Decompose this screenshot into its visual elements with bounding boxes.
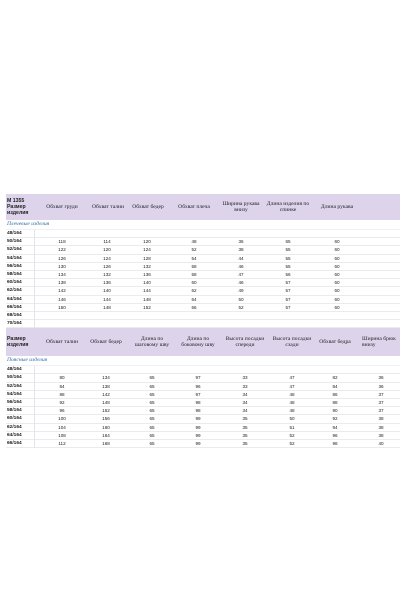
value-cell: 65 — [285, 239, 291, 245]
value-cell: 142 — [58, 288, 66, 294]
size-cell: 62/164 — [7, 424, 22, 430]
size-cell: 52/164 — [7, 247, 22, 253]
value-cell: 60 — [191, 280, 197, 286]
value-cell: 57 — [285, 304, 291, 310]
column-header: Обхват талии — [91, 203, 125, 210]
value-cell: 52 — [238, 304, 244, 310]
value-cell — [276, 312, 300, 319]
value-cell: 55 — [285, 255, 291, 261]
value-cell — [135, 312, 159, 319]
value-cell — [276, 230, 300, 237]
value-cell: 48 — [191, 239, 197, 245]
column-header: Ширина брюк внизу — [362, 335, 396, 349]
size-cell: 58/164 — [7, 408, 22, 414]
value-cell: 98 — [195, 400, 201, 405]
value-cell: 88 — [59, 391, 65, 397]
value-cell: 136 — [143, 271, 151, 277]
value-cell: 96 — [59, 408, 65, 414]
size-cell: 52/164 — [7, 383, 22, 389]
value-cell: 48 — [289, 391, 295, 397]
value-cell: 47 — [238, 271, 244, 277]
value-cell — [323, 366, 347, 373]
size-cell: 66/164 — [7, 304, 22, 310]
size-cell: 50/164 — [7, 375, 22, 381]
value-cell: 40 — [378, 440, 384, 446]
size-chart-sheet — [6, 194, 400, 448]
value-cell: 60 — [334, 280, 340, 286]
value-cell: 122 — [58, 247, 66, 253]
value-cell: 48 — [289, 408, 295, 414]
size-cell: 66/164 — [7, 440, 22, 446]
value-cell — [280, 366, 304, 373]
value-cell: 80 — [59, 375, 65, 381]
value-cell: 160 — [102, 424, 110, 430]
value-cell: 99 — [195, 440, 201, 446]
value-cell — [94, 366, 118, 373]
column-header: Высота посадки сзади — [272, 335, 312, 349]
table-header — [6, 328, 400, 356]
value-cell: 34 — [242, 408, 248, 414]
value-cell: 134 — [102, 375, 110, 381]
value-cell: 65 — [149, 432, 155, 438]
size-cell: 54/164 — [7, 391, 22, 397]
value-cell: 37 — [378, 400, 384, 405]
value-cell: 64 — [191, 296, 197, 302]
table-row — [6, 383, 400, 391]
column-header: Длина рукава — [320, 203, 354, 210]
value-cell — [50, 312, 74, 319]
value-cell: 52 — [289, 432, 295, 438]
size-cell: 64/164 — [7, 296, 22, 302]
value-cell: 36 — [378, 375, 384, 381]
table-row — [6, 432, 400, 440]
value-cell: 136 — [103, 280, 111, 286]
value-cell: 35 — [242, 424, 248, 430]
size-cell: 54/164 — [7, 255, 22, 261]
value-cell: 150 — [58, 304, 66, 310]
value-cell: 35 — [242, 416, 248, 422]
value-cell: 146 — [58, 296, 66, 302]
table-row — [6, 391, 400, 399]
value-cell — [182, 230, 206, 237]
value-cell: 62 — [191, 288, 197, 294]
value-cell: 65 — [149, 391, 155, 397]
value-cell: 51 — [289, 424, 295, 430]
table-row — [6, 304, 400, 312]
value-cell: 60 — [334, 288, 340, 294]
value-cell: 58 — [191, 263, 197, 269]
value-cell: 88 — [332, 400, 338, 405]
value-cell: 126 — [103, 263, 111, 269]
table-row — [6, 263, 400, 271]
value-cell: 60 — [334, 247, 340, 253]
value-cell — [135, 320, 159, 327]
value-cell — [95, 312, 119, 319]
value-cell: 168 — [102, 440, 110, 446]
value-cell: 120 — [103, 247, 111, 253]
column-header: Длина изделия по спинке — [266, 200, 310, 213]
column-header: Ширина рукава внизу — [222, 200, 260, 213]
table-row — [6, 255, 400, 263]
value-cell: 114 — [103, 239, 111, 245]
value-cell: 38 — [378, 416, 384, 422]
value-cell: 140 — [103, 288, 111, 294]
size-cell: 48/164 — [7, 367, 22, 373]
table-row — [6, 415, 400, 423]
value-cell: 50 — [238, 296, 244, 302]
table-header — [6, 194, 400, 220]
value-cell — [135, 230, 159, 237]
value-cell: 36 — [378, 383, 384, 389]
value-cell: 60 — [334, 304, 340, 310]
size-cell: 48/164 — [7, 231, 22, 236]
value-cell: 138 — [102, 383, 110, 389]
table-row — [6, 238, 400, 246]
value-cell: 35 — [242, 440, 248, 446]
table-row — [6, 440, 400, 448]
table-row — [6, 279, 400, 287]
table-row — [6, 366, 400, 374]
value-cell: 57 — [285, 296, 291, 302]
size-table-tops — [6, 194, 400, 328]
value-cell — [369, 366, 393, 373]
value-cell: 65 — [149, 424, 155, 430]
value-cell: 60 — [334, 271, 340, 277]
value-cell: 65 — [149, 440, 155, 446]
value-cell: 120 — [143, 239, 151, 245]
value-cell: 65 — [149, 383, 155, 389]
table-row — [6, 271, 400, 279]
size-cell: 56/164 — [7, 263, 22, 269]
value-cell — [229, 320, 253, 327]
table-row — [6, 230, 400, 238]
column-header: Высота посадки спереди — [225, 335, 265, 349]
value-cell: 33 — [242, 383, 248, 389]
value-cell: 34 — [242, 391, 248, 397]
value-cell: 164 — [102, 432, 110, 438]
value-cell — [182, 312, 206, 319]
column-header: Обхват бедер — [132, 203, 164, 210]
value-cell: 130 — [58, 263, 66, 269]
value-cell: 65 — [149, 416, 155, 422]
value-cell: 56 — [285, 271, 291, 277]
column-header: Обхват груди — [46, 203, 78, 210]
value-cell: 82 — [332, 375, 338, 381]
value-cell: 34 — [242, 400, 248, 405]
column-header: Обхват бедер — [90, 339, 122, 346]
table-body — [6, 230, 400, 328]
column-header: Обхват талии — [45, 339, 79, 346]
section-label: Поясные изделия — [6, 356, 400, 366]
value-cell: 47 — [289, 383, 295, 389]
value-cell: 37 — [378, 391, 384, 397]
value-cell: 37 — [378, 408, 384, 414]
value-cell: 156 — [102, 416, 110, 422]
value-cell — [276, 320, 300, 327]
value-cell — [50, 320, 74, 327]
value-cell: 144 — [103, 296, 111, 302]
value-cell: 55 — [285, 247, 291, 253]
value-cell: 148 — [102, 400, 110, 405]
table-row — [6, 399, 400, 407]
value-cell: 132 — [143, 263, 151, 269]
value-cell: 108 — [58, 432, 66, 438]
value-cell: 148 — [103, 304, 111, 310]
value-cell: 60 — [334, 255, 340, 261]
value-cell: 58 — [191, 271, 197, 277]
value-cell: 118 — [58, 239, 66, 245]
column-header: Длина по шаговому шву — [134, 335, 170, 349]
value-cell: 98 — [332, 440, 338, 446]
value-cell — [50, 230, 74, 237]
value-cell: 60 — [334, 239, 340, 245]
value-cell: 36 — [238, 239, 244, 245]
column-header: Обхват бедра — [319, 339, 351, 346]
size-cell: 60/164 — [7, 416, 22, 422]
value-cell: 65 — [149, 375, 155, 381]
value-cell: 99 — [195, 432, 201, 438]
value-cell: 57 — [285, 280, 291, 286]
value-cell: 90 — [332, 408, 338, 414]
value-cell: 33 — [242, 375, 248, 381]
value-cell: 50 — [289, 416, 295, 422]
value-cell: 128 — [143, 255, 151, 261]
size-cell: 64/164 — [7, 432, 22, 438]
value-cell: 134 — [58, 271, 66, 277]
value-cell: 140 — [143, 280, 151, 286]
size-cell: 58/164 — [7, 271, 22, 277]
size-column-header: Размер изделия — [7, 204, 29, 216]
value-cell — [186, 366, 210, 373]
column-header: Обхват плеча — [178, 203, 210, 210]
size-cell: 50/164 — [7, 239, 22, 245]
table-row — [6, 424, 400, 432]
value-cell — [50, 366, 74, 373]
value-cell: 94 — [332, 424, 338, 430]
value-cell — [325, 320, 349, 327]
value-cell: 47 — [289, 375, 295, 381]
value-cell: 126 — [58, 255, 66, 261]
value-cell: 97 — [195, 391, 201, 397]
value-cell: 97 — [195, 375, 201, 381]
value-cell: 84 — [332, 383, 338, 389]
value-cell: 55 — [285, 263, 291, 269]
value-cell: 98 — [195, 408, 201, 414]
value-cell: 46 — [238, 263, 244, 269]
table-row — [6, 320, 400, 328]
value-cell: 52 — [289, 440, 295, 446]
value-cell: 38 — [238, 247, 244, 253]
size-cell: 62/164 — [7, 288, 22, 294]
value-cell: 65 — [149, 400, 155, 405]
model-label: М 1355 — [7, 198, 25, 204]
value-cell: 52 — [191, 247, 197, 253]
value-cell — [140, 366, 164, 373]
value-cell — [325, 230, 349, 237]
section-label: Плечевые изделия — [6, 220, 400, 230]
table-row — [6, 287, 400, 295]
value-cell: 148 — [143, 296, 151, 302]
value-cell: 112 — [58, 440, 66, 446]
value-cell: 66 — [191, 304, 197, 310]
value-cell: 44 — [238, 255, 244, 261]
value-cell — [95, 230, 119, 237]
value-cell: 96 — [195, 383, 201, 389]
value-cell — [95, 320, 119, 327]
table-row — [6, 374, 400, 382]
value-cell: 86 — [332, 391, 338, 397]
value-cell: 152 — [102, 408, 110, 414]
value-cell: 54 — [191, 255, 197, 261]
value-cell: 142 — [102, 391, 110, 397]
value-cell: 57 — [285, 288, 291, 294]
column-header: Длина по боковому шву — [181, 335, 215, 349]
value-cell: 99 — [195, 424, 201, 430]
size-column-header: Размер изделия — [7, 336, 29, 349]
value-cell: 65 — [149, 408, 155, 414]
size-cell: 70/164 — [7, 321, 22, 327]
value-cell: 92 — [59, 400, 65, 405]
table-row — [6, 246, 400, 254]
table-row — [6, 407, 400, 415]
value-cell: 48 — [289, 400, 295, 405]
value-cell: 96 — [332, 432, 338, 438]
value-cell: 104 — [58, 424, 66, 430]
value-cell: 100 — [58, 416, 66, 422]
value-cell: 124 — [143, 247, 151, 253]
value-cell — [325, 312, 349, 319]
value-cell: 99 — [195, 416, 201, 422]
size-table-bottoms — [6, 328, 400, 448]
value-cell: 49 — [238, 288, 244, 294]
value-cell: 144 — [143, 288, 151, 294]
value-cell: 38 — [378, 424, 384, 430]
value-cell — [233, 366, 257, 373]
value-cell — [182, 320, 206, 327]
value-cell: 132 — [103, 271, 111, 277]
value-cell: 152 — [143, 304, 151, 310]
value-cell: 46 — [238, 280, 244, 286]
value-cell: 124 — [103, 255, 111, 261]
table-row — [6, 296, 400, 304]
size-cell: 56/164 — [7, 400, 22, 405]
value-cell: 38 — [378, 432, 384, 438]
size-cell: 68/164 — [7, 312, 22, 318]
size-cell: 60/164 — [7, 280, 22, 286]
value-cell: 84 — [59, 383, 65, 389]
value-cell: 60 — [334, 296, 340, 302]
table-body — [6, 366, 400, 448]
value-cell: 60 — [334, 263, 340, 269]
table-row — [6, 312, 400, 320]
value-cell: 92 — [332, 416, 338, 422]
value-cell — [229, 230, 253, 237]
value-cell — [229, 312, 253, 319]
value-cell: 35 — [242, 432, 248, 438]
value-cell: 138 — [58, 280, 66, 286]
